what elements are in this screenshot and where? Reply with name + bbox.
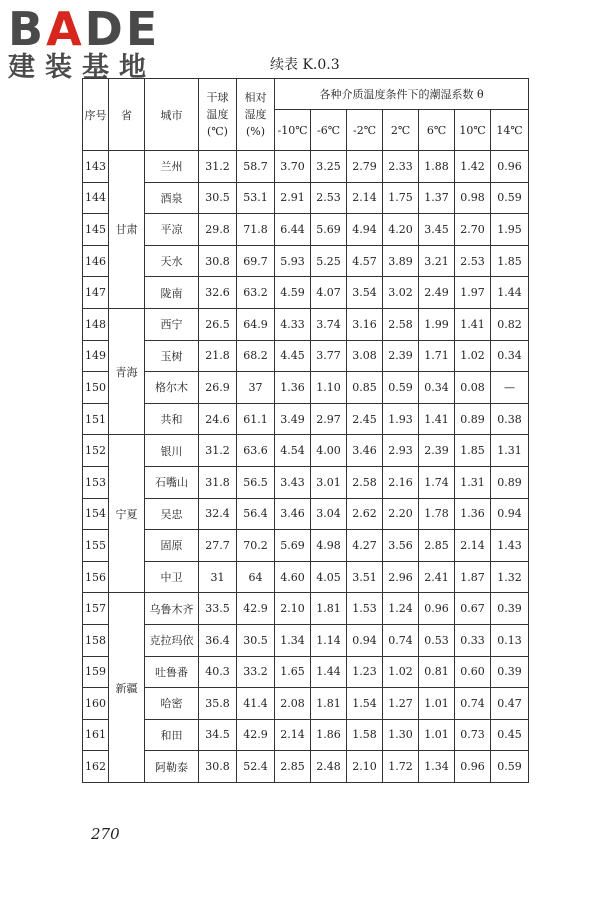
dry-temp-cell: 33.5 [199, 593, 237, 625]
coefficient-cell: 1.27 [383, 688, 419, 720]
header-coefficient-title: 各种介质温度条件下的潮湿系数 θ [275, 79, 529, 110]
coefficient-cell: 1.54 [347, 688, 383, 720]
coefficient-cell: 1.10 [311, 372, 347, 404]
coefficient-cell: 1.34 [275, 624, 311, 656]
coefficient-cell: 1.81 [311, 593, 347, 625]
rel-humidity-cell: 52.4 [237, 751, 275, 783]
dry-temp-cell: 30.8 [199, 751, 237, 783]
coefficient-cell: 2.58 [347, 466, 383, 498]
row-index: 156 [83, 561, 109, 593]
header-rel-humidity: 相对 湿度 (%) [237, 79, 275, 151]
coefficient-cell: 5.69 [311, 214, 347, 246]
city-cell: 和田 [145, 719, 199, 751]
header-city: 城市 [145, 79, 199, 151]
coefficient-cell: 0.59 [491, 751, 529, 783]
coefficient-cell: 0.08 [455, 372, 491, 404]
row-index: 147 [83, 277, 109, 309]
coefficient-cell: 3.21 [419, 245, 455, 277]
rel-humidity-cell: 64.9 [237, 308, 275, 340]
table-row [83, 624, 529, 656]
city-cell: 格尔木 [145, 372, 199, 404]
coefficient-cell: 3.08 [347, 340, 383, 372]
table-row [83, 719, 529, 751]
coefficient-cell: 0.13 [491, 624, 529, 656]
city-cell: 固原 [145, 530, 199, 562]
rel-humidity-cell: 64 [237, 561, 275, 593]
logo-text: BADE [8, 2, 161, 56]
city-cell: 中卫 [145, 561, 199, 593]
coefficient-cell: 1.14 [311, 624, 347, 656]
coefficient-cell: 0.94 [347, 624, 383, 656]
rel-humidity-cell: 71.8 [237, 214, 275, 246]
coefficient-cell: 4.54 [275, 435, 311, 467]
coefficient-cell: 1.01 [419, 688, 455, 720]
coefficient-cell: 1.32 [491, 561, 529, 593]
coefficient-cell: 1.97 [455, 277, 491, 309]
dry-temp-cell: 34.5 [199, 719, 237, 751]
watermark-logo [8, 4, 178, 84]
coefficient-cell: 3.25 [311, 151, 347, 183]
coefficient-cell: 2.96 [383, 561, 419, 593]
table-row [83, 530, 529, 562]
city-cell: 陇南 [145, 277, 199, 309]
coefficient-cell: 1.93 [383, 403, 419, 435]
coefficient-cell: 1.41 [455, 308, 491, 340]
city-cell: 天水 [145, 245, 199, 277]
coefficient-cell: 1.23 [347, 656, 383, 688]
coefficient-cell: 0.81 [419, 656, 455, 688]
coefficient-cell: 1.02 [455, 340, 491, 372]
coefficient-cell: 4.20 [383, 214, 419, 246]
coefficient-cell: 2.45 [347, 403, 383, 435]
row-index: 155 [83, 530, 109, 562]
city-cell: 石嘴山 [145, 466, 199, 498]
coefficient-cell: 4.57 [347, 245, 383, 277]
page-number: 270 [91, 825, 120, 843]
coefficient-cell: 3.16 [347, 308, 383, 340]
coefficient-cell: 0.39 [491, 656, 529, 688]
coefficient-cell: 2.70 [455, 214, 491, 246]
rel-humidity-cell: 61.1 [237, 403, 275, 435]
coefficient-cell: 2.58 [383, 308, 419, 340]
rel-humidity-cell: 56.5 [237, 466, 275, 498]
dry-temp-cell: 26.9 [199, 372, 237, 404]
table-row [83, 214, 529, 246]
dry-temp-cell: 31.8 [199, 466, 237, 498]
coefficient-cell: 0.34 [419, 372, 455, 404]
coefficient-cell: 5.25 [311, 245, 347, 277]
coefficient-cell: 0.73 [455, 719, 491, 751]
coefficient-cell: 1.58 [347, 719, 383, 751]
coefficient-cell: 1.81 [311, 688, 347, 720]
table-row [83, 656, 529, 688]
moisture-coefficient-table [82, 78, 529, 783]
coefficient-cell: 0.96 [455, 751, 491, 783]
coefficient-cell: 1.75 [383, 182, 419, 214]
coefficient-cell: 2.14 [275, 719, 311, 751]
city-cell: 乌鲁木齐 [145, 593, 199, 625]
coefficient-cell: 3.43 [275, 466, 311, 498]
row-index: 146 [83, 245, 109, 277]
table-row [83, 182, 529, 214]
coefficient-cell: 0.59 [383, 372, 419, 404]
dry-temp-cell: 24.6 [199, 403, 237, 435]
coefficient-cell: 2.91 [275, 182, 311, 214]
rel-humidity-cell: 70.2 [237, 530, 275, 562]
coefficient-cell: 1.02 [383, 656, 419, 688]
city-cell: 共和 [145, 403, 199, 435]
coefficient-cell: 3.45 [419, 214, 455, 246]
row-index: 159 [83, 656, 109, 688]
rel-humidity-cell: 53.1 [237, 182, 275, 214]
dry-temp-cell: 27.7 [199, 530, 237, 562]
row-index: 152 [83, 435, 109, 467]
dry-temp-cell: 21.8 [199, 340, 237, 372]
coefficient-cell: 4.00 [311, 435, 347, 467]
coefficient-cell: 4.27 [347, 530, 383, 562]
coefficient-cell: 0.98 [455, 182, 491, 214]
row-index: 153 [83, 466, 109, 498]
coefficient-cell: 1.86 [311, 719, 347, 751]
coefficient-cell: 5.69 [275, 530, 311, 562]
coefficient-cell: 6.44 [275, 214, 311, 246]
table-row [83, 688, 529, 720]
city-cell: 克拉玛依 [145, 624, 199, 656]
coefficient-cell: 0.96 [419, 593, 455, 625]
dry-temp-cell: 31.2 [199, 151, 237, 183]
coefficient-cell: 2.08 [275, 688, 311, 720]
coefficient-cell: 2.93 [383, 435, 419, 467]
row-index: 162 [83, 751, 109, 783]
coefficient-cell: 2.49 [419, 277, 455, 309]
city-cell: 阿勒泰 [145, 751, 199, 783]
coefficient-cell: 0.60 [455, 656, 491, 688]
coefficient-cell: 3.02 [383, 277, 419, 309]
coefficient-cell: 1.42 [455, 151, 491, 183]
coefficient-cell: 3.46 [347, 435, 383, 467]
header-temp: 2℃ [383, 110, 419, 151]
header-dry-temp: 干球 温度 (℃) [199, 79, 237, 151]
coefficient-cell: 0.47 [491, 688, 529, 720]
coefficient-cell: 1.78 [419, 498, 455, 530]
coefficient-cell: 1.36 [275, 372, 311, 404]
province-cell: 新疆 [109, 593, 145, 783]
province-cell: 青海 [109, 308, 145, 434]
coefficient-cell: 4.98 [311, 530, 347, 562]
coefficient-cell: 5.93 [275, 245, 311, 277]
coefficient-cell: 0.89 [455, 403, 491, 435]
city-cell: 吴忠 [145, 498, 199, 530]
dry-temp-cell: 32.4 [199, 498, 237, 530]
coefficient-cell: 1.34 [419, 751, 455, 783]
rel-humidity-cell: 33.2 [237, 656, 275, 688]
dry-temp-cell: 29.8 [199, 214, 237, 246]
coefficient-cell: 4.05 [311, 561, 347, 593]
coefficient-cell: 1.31 [491, 435, 529, 467]
header-temp: -2℃ [347, 110, 383, 151]
coefficient-cell: 2.53 [455, 245, 491, 277]
coefficient-cell: 1.30 [383, 719, 419, 751]
row-index: 151 [83, 403, 109, 435]
city-cell: 平凉 [145, 214, 199, 246]
coefficient-cell: 1.88 [419, 151, 455, 183]
coefficient-cell: 0.59 [491, 182, 529, 214]
row-index: 144 [83, 182, 109, 214]
coefficient-cell: 1.24 [383, 593, 419, 625]
coefficient-cell: 1.99 [419, 308, 455, 340]
header-temp: -10℃ [275, 110, 311, 151]
header-temp: -6℃ [311, 110, 347, 151]
row-index: 145 [83, 214, 109, 246]
dry-temp-cell: 35.8 [199, 688, 237, 720]
dry-temp-cell: 30.8 [199, 245, 237, 277]
coefficient-cell: 2.79 [347, 151, 383, 183]
row-index: 161 [83, 719, 109, 751]
coefficient-cell: 2.39 [383, 340, 419, 372]
coefficient-cell: 0.33 [455, 624, 491, 656]
coefficient-cell: 2.16 [383, 466, 419, 498]
coefficient-cell: 0.85 [347, 372, 383, 404]
header-temp: 6℃ [419, 110, 455, 151]
row-index: 143 [83, 151, 109, 183]
dry-temp-cell: 32.6 [199, 277, 237, 309]
table-row [83, 466, 529, 498]
coefficient-cell: 3.89 [383, 245, 419, 277]
rel-humidity-cell: 42.9 [237, 719, 275, 751]
coefficient-cell: 0.94 [491, 498, 529, 530]
coefficient-cell: 2.14 [347, 182, 383, 214]
rel-humidity-cell: 42.9 [237, 593, 275, 625]
table-row [83, 372, 529, 404]
coefficient-cell: 0.34 [491, 340, 529, 372]
coefficient-cell: 2.41 [419, 561, 455, 593]
coefficient-cell: 1.44 [491, 277, 529, 309]
dry-temp-cell: 31.2 [199, 435, 237, 467]
coefficient-cell: 3.54 [347, 277, 383, 309]
coefficient-cell: 1.65 [275, 656, 311, 688]
coefficient-cell: 0.67 [455, 593, 491, 625]
province-cell: 宁夏 [109, 435, 145, 593]
rel-humidity-cell: 68.2 [237, 340, 275, 372]
coefficient-cell: 1.44 [311, 656, 347, 688]
city-cell: 吐鲁番 [145, 656, 199, 688]
coefficient-cell: 2.85 [419, 530, 455, 562]
coefficient-cell: 2.14 [455, 530, 491, 562]
coefficient-cell: 0.38 [491, 403, 529, 435]
header-temp: 10℃ [455, 110, 491, 151]
coefficient-cell: 1.74 [419, 466, 455, 498]
coefficient-cell: 1.87 [455, 561, 491, 593]
table-row [83, 498, 529, 530]
table-caption: 续表 K.0.3 [270, 57, 340, 73]
city-cell: 酒泉 [145, 182, 199, 214]
row-index: 158 [83, 624, 109, 656]
coefficient-cell: 1.72 [383, 751, 419, 783]
coefficient-cell: 0.74 [455, 688, 491, 720]
coefficient-cell: 1.41 [419, 403, 455, 435]
row-index: 150 [83, 372, 109, 404]
header-temp: 14℃ [491, 110, 529, 151]
coefficient-cell: 0.82 [491, 308, 529, 340]
coefficient-cell: 1.85 [455, 435, 491, 467]
dry-temp-cell: 36.4 [199, 624, 237, 656]
coefficient-cell: 2.20 [383, 498, 419, 530]
dry-temp-cell: 31 [199, 561, 237, 593]
table-row [83, 435, 529, 467]
coefficient-cell: 1.36 [455, 498, 491, 530]
table-row [83, 151, 529, 183]
city-cell: 兰州 [145, 151, 199, 183]
coefficient-cell: 0.39 [491, 593, 529, 625]
table-row [83, 561, 529, 593]
coefficient-cell: 1.01 [419, 719, 455, 751]
rel-humidity-cell: 69.7 [237, 245, 275, 277]
row-index: 157 [83, 593, 109, 625]
coefficient-cell: 2.53 [311, 182, 347, 214]
table-row [83, 340, 529, 372]
row-index: 160 [83, 688, 109, 720]
coefficient-cell: 2.10 [347, 751, 383, 783]
coefficient-cell: 3.51 [347, 561, 383, 593]
table-row [83, 403, 529, 435]
header-province: 省 [109, 79, 145, 151]
coefficient-cell: 3.70 [275, 151, 311, 183]
coefficient-cell: 2.85 [275, 751, 311, 783]
coefficient-cell: 0.74 [383, 624, 419, 656]
city-cell: 哈密 [145, 688, 199, 720]
coefficient-cell: 4.07 [311, 277, 347, 309]
table-row [83, 751, 529, 783]
coefficient-cell: 1.43 [491, 530, 529, 562]
coefficient-cell: 4.60 [275, 561, 311, 593]
rel-humidity-cell: 56.4 [237, 498, 275, 530]
coefficient-cell: 1.85 [491, 245, 529, 277]
coefficient-cell: 1.31 [455, 466, 491, 498]
coefficient-cell: 1.37 [419, 182, 455, 214]
rel-humidity-cell: 30.5 [237, 624, 275, 656]
coefficient-cell: — [491, 372, 529, 404]
coefficient-cell: 2.33 [383, 151, 419, 183]
row-index: 154 [83, 498, 109, 530]
coefficient-cell: 0.45 [491, 719, 529, 751]
coefficient-cell: 1.71 [419, 340, 455, 372]
coefficient-cell: 0.96 [491, 151, 529, 183]
coefficient-cell: 3.49 [275, 403, 311, 435]
coefficient-cell: 4.33 [275, 308, 311, 340]
table-row [83, 277, 529, 309]
city-cell: 银川 [145, 435, 199, 467]
coefficient-cell: 4.59 [275, 277, 311, 309]
coefficient-cell: 2.62 [347, 498, 383, 530]
table-row [83, 245, 529, 277]
city-cell: 玉树 [145, 340, 199, 372]
coefficient-cell: 2.97 [311, 403, 347, 435]
coefficient-cell: 1.53 [347, 593, 383, 625]
coefficient-cell: 3.04 [311, 498, 347, 530]
rel-humidity-cell: 37 [237, 372, 275, 404]
rel-humidity-cell: 63.2 [237, 277, 275, 309]
coefficient-cell: 4.94 [347, 214, 383, 246]
coefficient-cell: 3.77 [311, 340, 347, 372]
rel-humidity-cell: 63.6 [237, 435, 275, 467]
table-row [83, 593, 529, 625]
coefficient-cell: 3.74 [311, 308, 347, 340]
table-row [83, 308, 529, 340]
logo-subtext: 建装基地 [8, 52, 156, 83]
coefficient-cell: 3.56 [383, 530, 419, 562]
row-index: 149 [83, 340, 109, 372]
province-cell: 甘肃 [109, 151, 145, 309]
rel-humidity-cell: 41.4 [237, 688, 275, 720]
coefficient-cell: 2.48 [311, 751, 347, 783]
rel-humidity-cell: 58.7 [237, 151, 275, 183]
dry-temp-cell: 30.5 [199, 182, 237, 214]
header-index: 序号 [83, 79, 109, 151]
coefficient-cell: 4.45 [275, 340, 311, 372]
coefficient-cell: 2.10 [275, 593, 311, 625]
dry-temp-cell: 26.5 [199, 308, 237, 340]
row-index: 148 [83, 308, 109, 340]
dry-temp-cell: 40.3 [199, 656, 237, 688]
coefficient-cell: 2.39 [419, 435, 455, 467]
coefficient-cell: 0.53 [419, 624, 455, 656]
coefficient-cell: 3.01 [311, 466, 347, 498]
coefficient-cell: 3.46 [275, 498, 311, 530]
coefficient-cell: 0.89 [491, 466, 529, 498]
city-cell: 西宁 [145, 308, 199, 340]
coefficient-cell: 1.95 [491, 214, 529, 246]
